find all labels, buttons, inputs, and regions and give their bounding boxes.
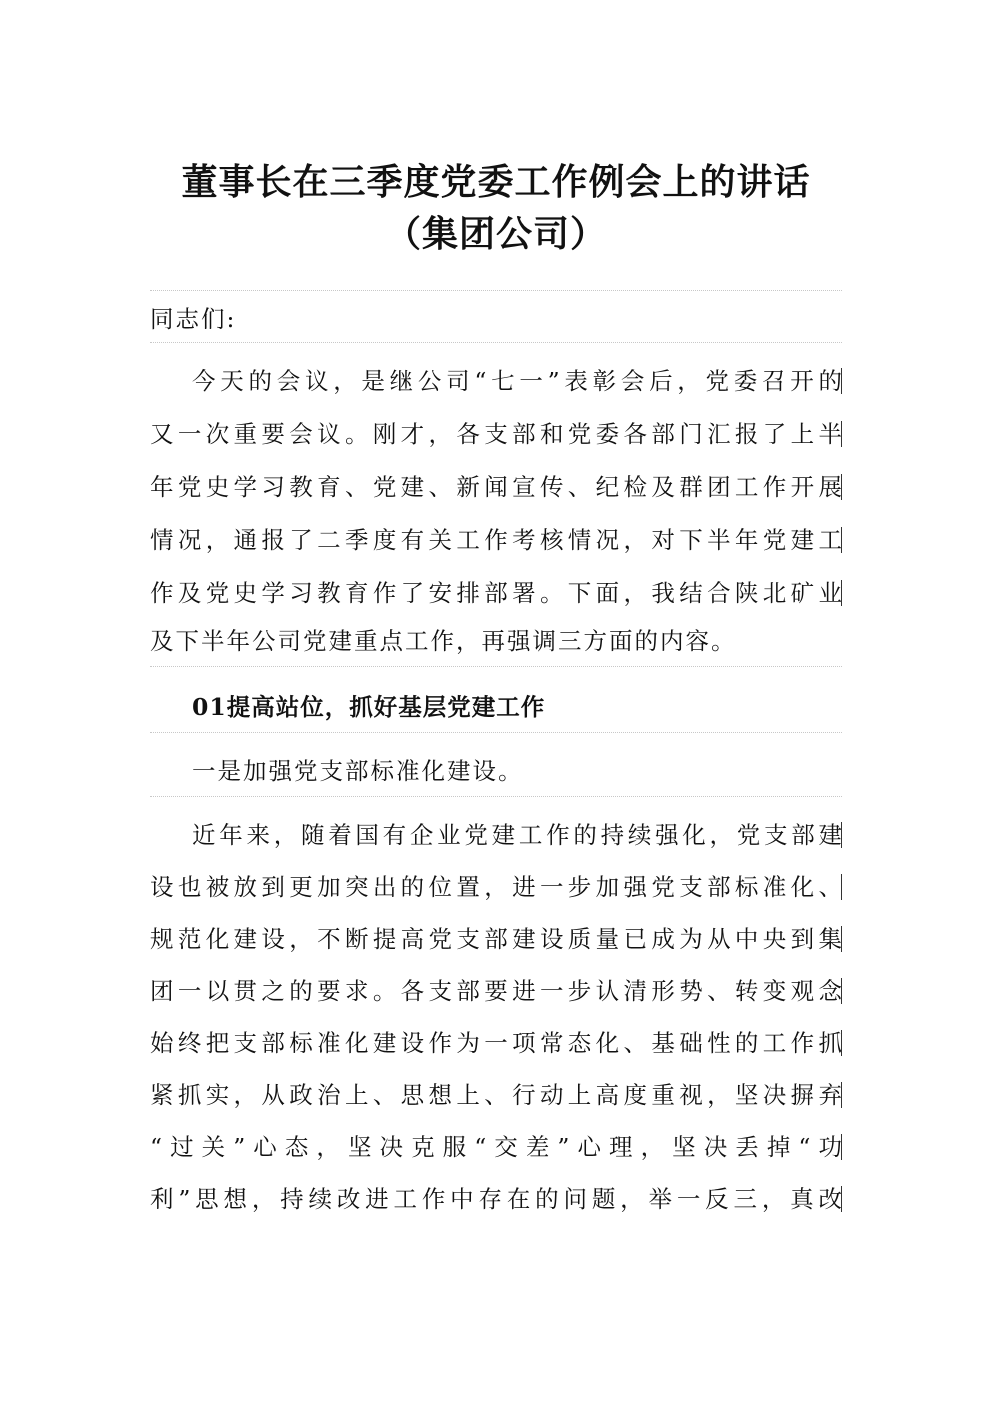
subheading: 一是加强党支部标准化建设。 (192, 757, 524, 785)
line-end-marker (841, 978, 842, 1004)
line-end-marker (841, 421, 842, 447)
document-subtitle: （集团公司） (384, 213, 607, 255)
paragraph-line: “过关”心态，坚决克服“交差”心理，坚决丢掉“功 (150, 1133, 842, 1161)
paragraph-line: 及下半年公司党建重点工作，再强调三方面的内容。 (150, 627, 737, 655)
separator-line (150, 342, 842, 343)
paragraph-line: 设也被放到更加突出的位置，进一步加强党支部标准化、 (150, 873, 842, 901)
line-end-marker (841, 580, 842, 606)
line-end-marker (841, 1030, 842, 1056)
paragraph-line: 紧抓实，从政治上、思想上、行动上高度重视，坚决摒弃 (150, 1081, 842, 1109)
line-end-marker (841, 527, 842, 553)
section-heading: 01提高站位，抓好基层党建工作 (192, 693, 546, 721)
line-end-marker (841, 1186, 842, 1212)
line-end-marker (841, 368, 842, 394)
line-end-marker (841, 1134, 842, 1160)
line-end-marker (841, 1082, 842, 1108)
line-end-marker (841, 926, 842, 952)
line-end-marker (841, 822, 842, 848)
paragraph-line: 团一以贯之的要求。各支部要进一步认清形势、转变观念 (150, 977, 842, 1005)
line-end-marker (841, 874, 842, 900)
salutation: 同志们: (150, 305, 237, 333)
paragraph-line: 利”思想，持续改进工作中存在的问题，举一反三，真改 (150, 1185, 842, 1213)
paragraph-line: 年党史学习教育、党建、新闻宣传、纪检及群团工作开展 (150, 473, 842, 501)
paragraph-line: 近年来，随着国有企业党建工作的持续强化，党支部建 (192, 821, 842, 849)
paragraph-line: 今天的会议，是继公司“七一”表彰会后，党委召开的 (192, 367, 842, 395)
line-end-marker (841, 474, 842, 500)
document-title: 董事长在三季度党委工作例会上的讲话 (181, 161, 811, 203)
separator-line (150, 796, 842, 797)
paragraph-line: 规范化建设，不断提高党支部建设质量已成为从中央到集 (150, 925, 842, 953)
paragraph-line: 始终把支部标准化建设作为一项常态化、基础性的工作抓 (150, 1029, 842, 1057)
separator-line (150, 732, 842, 733)
paragraph-line: 情况，通报了二季度有关工作考核情况，对下半年党建工 (150, 526, 842, 554)
paragraph-line: 又一次重要会议。刚才，各支部和党委各部门汇报了上半 (150, 420, 842, 448)
paragraph-line: 作及党史学习教育作了安排部署。下面，我结合陕北矿业 (150, 579, 842, 607)
separator-line (150, 290, 842, 291)
separator-line (150, 666, 842, 667)
